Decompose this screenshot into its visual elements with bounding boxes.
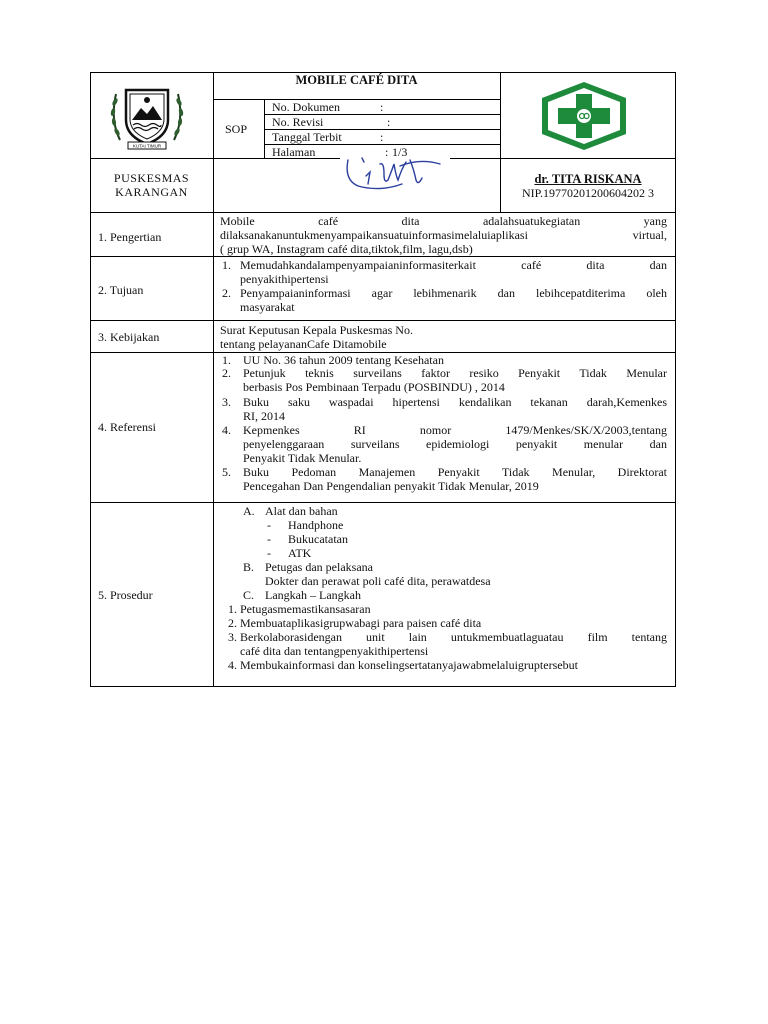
pengertian-line: Mobile café dita adalahsuatukegiatan yang	[220, 214, 667, 228]
dash-bullet: -	[267, 532, 271, 546]
list-item-number: 3.	[222, 395, 231, 409]
list-item: penyelenggaraan surveilans epidemiologi penyakit menular dan	[243, 437, 667, 451]
document-title: MOBILE CAFÉ DITA	[295, 73, 418, 87]
list-item-number: 1.	[222, 258, 231, 272]
list-item: Penyakit Tidak Menular.	[243, 451, 362, 465]
list-item-number: 4.	[222, 423, 231, 437]
field-value-halaman: 1/3	[392, 145, 408, 159]
list-item: Petunjuk teknis surveilans faktor resiko Penyakit Tidak Menular	[243, 366, 667, 380]
dash-bullet: -	[267, 518, 271, 532]
signer-nip: NIP.19770201200604202 3	[521, 186, 654, 200]
step-number: 3.	[228, 630, 237, 644]
list-item: Buku saku waspadai hipertensi kendalikan tekanan darah,Kemenkes	[243, 395, 667, 409]
sop-label: SOP	[225, 122, 248, 136]
pengertian-line: ( grup WA, Instagram café dita,tiktok,film, lagu,dsb)	[220, 242, 473, 256]
list-item: Kepmenkes RI nomor 1479/Menkes/SK/X/2003,tentang	[243, 423, 667, 437]
subsection-letter: A.	[243, 504, 255, 518]
section-label-pengertian: 1. Pengertian	[98, 230, 162, 244]
list-item: RI, 2014	[243, 409, 285, 423]
field-label-halaman: Halaman	[272, 145, 316, 159]
equipment-item: Bukucatatan	[288, 532, 348, 546]
institution-line-2: KARANGAN	[115, 185, 188, 199]
signature	[340, 150, 450, 200]
kebijakan-line: Surat Keputusan Kepala Puskesmas No.	[220, 323, 413, 337]
list-item: UU No. 36 tahun 2009 tentang Kesehatan	[243, 353, 444, 367]
list-item-number: 2.	[222, 366, 231, 380]
field-label-tanggal-terbit: Tanggal Terbit	[272, 130, 342, 144]
step-number: 1.	[228, 602, 237, 616]
subsection-letter: C.	[243, 588, 255, 602]
list-item: Memudahkandalampenyampaianinformasiterkait café dita dan	[240, 258, 667, 272]
field-label-no-revisi: No. Revisi	[272, 115, 324, 129]
step-text: Petugasmemastikansasaran	[240, 602, 371, 616]
step-text: café dita dan tentangpenyakithipertensi	[240, 644, 429, 658]
step-number: 2.	[228, 616, 237, 630]
puskesmas-logo	[538, 80, 630, 152]
step-text: Membuataplikasigrupwabagi para paisen café dita	[240, 616, 482, 630]
pengertian-line: dilaksanakanuntukmenyampaikansuatuinformasimelaluiaplikasi virtual,	[220, 228, 667, 242]
list-item: penyakithipertensi	[240, 272, 329, 286]
equipment-item: Handphone	[288, 518, 344, 532]
regency-emblem-logo	[106, 80, 188, 152]
equipment-item: ATK	[288, 546, 312, 560]
field-sep-halaman: :	[385, 145, 389, 159]
section-label-tujuan: 2. Tujuan	[98, 283, 144, 297]
subsection-letter: B.	[243, 560, 255, 574]
step-text: Membukainformasi dan konselingsertatanyajawabmelaluigruptersebut	[240, 658, 578, 672]
list-item-number: 1.	[222, 353, 231, 367]
institution-line-1: PUSKESMAS	[113, 171, 190, 185]
dash-bullet: -	[267, 546, 271, 560]
signer-name: dr. TITA RISKANA	[534, 172, 642, 186]
list-item: Pencegahan Dan Pengendalian penyakit Tidak Menular, 2019	[243, 479, 539, 493]
subsection-title: Petugas dan pelaksana	[265, 560, 373, 574]
field-sep-no-dokumen: :	[380, 100, 384, 114]
field-sep-no-revisi: :	[387, 115, 391, 129]
svg-text:KUTAI TIMUR: KUTAI TIMUR	[132, 143, 162, 149]
list-item: Buku Pedoman Manajemen Penyakit Tidak Menular, Direktorat	[243, 465, 667, 479]
section-label-referensi: 4. Referensi	[98, 420, 156, 434]
subsection-title: Langkah – Langkah	[265, 588, 361, 602]
list-item-number: 5.	[222, 465, 231, 479]
subsection-title: Alat dan bahan	[265, 504, 338, 518]
section-label-prosedur: 5. Prosedur	[98, 588, 153, 602]
section-label-kebijakan: 3. Kebijakan	[98, 330, 160, 344]
field-label-no-dokumen: No. Dokumen	[272, 100, 340, 114]
subsection-description: Dokter dan perawat poli café dita, perawatdesa	[265, 574, 491, 588]
list-item: berbasis Pos Pembinaan Terpadu (POSBINDU) , 2014	[243, 380, 505, 394]
list-item-number: 2.	[222, 286, 231, 300]
step-text: Berkolaborasidengan unit lain untukmembuatlaguatau film tentang	[240, 630, 667, 644]
kebijakan-line: tentang pelayananCafe Ditamobile	[220, 337, 387, 351]
field-sep-tanggal-terbit: :	[380, 130, 384, 144]
list-item: Penyampaianinformasi agar lebihmenarik dan lebihcepatditerima oleh	[240, 286, 667, 300]
step-number: 4.	[228, 658, 237, 672]
list-item: masyarakat	[240, 300, 295, 314]
